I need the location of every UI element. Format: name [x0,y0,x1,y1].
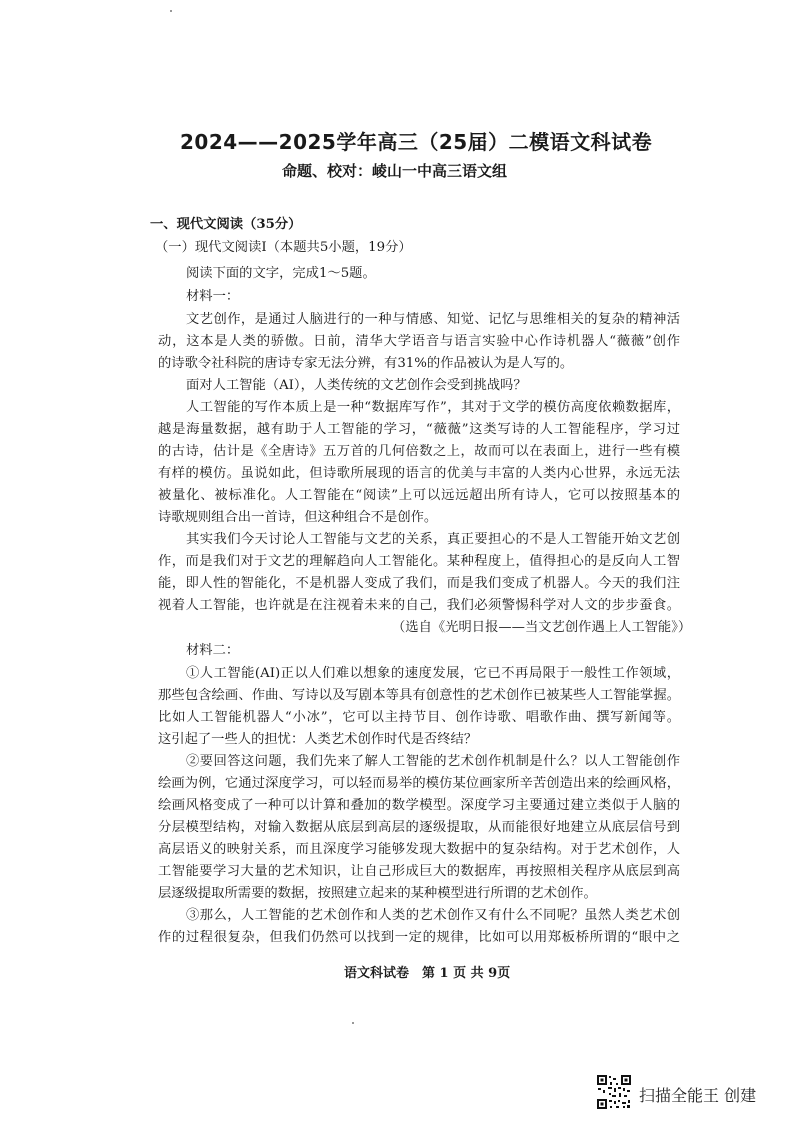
paragraph-line: 的古诗，估计是《全唐诗》五万首的几何倍数之上，故而可以在表面上，进行一些有模 [158,444,680,459]
paragraph-line: 这引起了一些人的担忧：人类艺术创作时代是否终结？ [158,732,478,747]
paragraph-line: 的诗歌令社科院的唐诗专家无法分辨，有31%的作品被认为是人写的。 [158,356,574,371]
paragraph-line: 视着人工智能，也许就是在注视着未来的自己，我们必须警惕科学对人文的步步蚕食。 [158,598,680,613]
exam-subtitle: 命题、校对：崚山一中高三语文组 [282,162,508,180]
paragraph-line: 作，而是我们对于文艺的理解趋向人工智能化。某种程度上，值得担心的是反向人工智 [158,554,680,569]
paragraph-line: 那些包含绘画、作曲、写诗以及写剧本等具有创意性的艺术创作已被某些人工智能掌握。 [158,688,680,703]
paragraph-line: 能，即人性的智能化，不是机器人变成了我们，而是我们变成了机器人。今天的我们注 [158,576,680,591]
material2-label: 材料二： [186,643,240,658]
paragraph-line: 绘画风格变成了一种可以计算和叠加的数学模型。深度学习主要通过建立类似于人脑的 [158,798,680,813]
paragraph-line: 越是海量数据，越有助于人工智能的学习，“薇薇”这类写诗的人工智能程序，学习过 [158,422,680,437]
page-footer: 语文科试卷 第 1 页 共 9页 [344,966,511,981]
paragraph-line: 工智能要学习大量的艺术知识，让自己形成巨大的数据库，再按照相关程序从底层到高 [158,864,680,879]
paragraph-line: 人工智能的写作本质上是一种“数据库写作”，其对于文学的模仿高度依赖数据库， [186,400,680,415]
paragraph-line: ①人工智能(AI)正以人们难以想象的速度发展，它已不再局限于一般性工作领域， [186,666,680,681]
section-heading: 一、现代文阅读（35分） [150,217,302,232]
paragraph-line: 层逐级提取所需要的数据，按照建立起来的某种模型进行所谓的艺术创作。 [158,886,597,901]
paragraph-line: 高层语义的映射关系，而且深度学习能够发现大数据中的复杂结构。对于艺术创作，人 [158,842,680,857]
paragraph-line: ②要回答这问题，我们先来了解人工智能的艺术创作机制是什么？以人工智能创作 [186,754,680,769]
material1-label: 材料一： [186,289,240,304]
paragraph-line: 面对人工智能（AI），人类传统的文艺创作会受到挑战吗？ [186,378,527,393]
paragraph-line: 分层模型结构，对输入数据从底层到高层的逐级提取，从而能很好地建立从底层信号到 [158,820,680,835]
paragraph-line: 文艺创作，是通过人脑进行的一种与情感、知觉、记忆与思维相关的复杂的精神活 [186,312,680,327]
paragraph-line: 其实我们今天讨论人工智能与文艺的关系，真正要担心的不是人工智能开始文艺创 [186,532,680,547]
paragraph-line: 动，这本是人类的骄傲。日前，清华大学语音与语言实验中心作诗机器人“薇薇”创作 [158,334,680,349]
paragraph-line: 有样的模仿。虽说如此，但诗歌所展现的语言的优美与丰富的人类内心世界，永远无法 [158,466,680,481]
qr-code-icon [596,1074,632,1110]
paragraph-line: 绘画为例，它通过深度学习，可以轻而易举的模仿某位画家所辛苦创造出来的绘画风格， [158,776,680,791]
paragraph-line: ③那么，人工智能的艺术创作和人类的艺术创作又有什么不同呢？虽然人类艺术创 [186,908,680,923]
instruction-text: 阅读下面的文字，完成1～5题。 [186,266,376,281]
source-citation: （选自《光明日报——当文艺创作遇上人工智能》） [392,620,692,635]
exam-title: 2024——2025学年高三（25届）二模语文科试卷 [180,130,653,154]
paragraph-line: 被量化、被标准化。人工智能在“阅读”上可以远远超出所有诗人，它可以按照基本的 [158,488,680,503]
part-heading: （一）现代文阅读Ⅰ（本题共5小题，19分） [155,240,412,255]
scan-speck [170,10,172,12]
paragraph-line: 诗歌规则组合出一首诗，但这种组合不是创作。 [158,510,438,525]
paragraph-line: 作的过程很复杂，但我们仍然可以找到一定的规律，比如可以用郑板桥所谓的“眼中之 [158,930,680,945]
paragraph-line: 比如人工智能机器人“小冰”，它可以主持节目、创作诗歌、唱歌作曲、撰写新闻等。 [158,710,680,725]
scan-speck [352,1022,354,1024]
scanner-watermark: 扫描全能王 创建 [639,1086,757,1105]
